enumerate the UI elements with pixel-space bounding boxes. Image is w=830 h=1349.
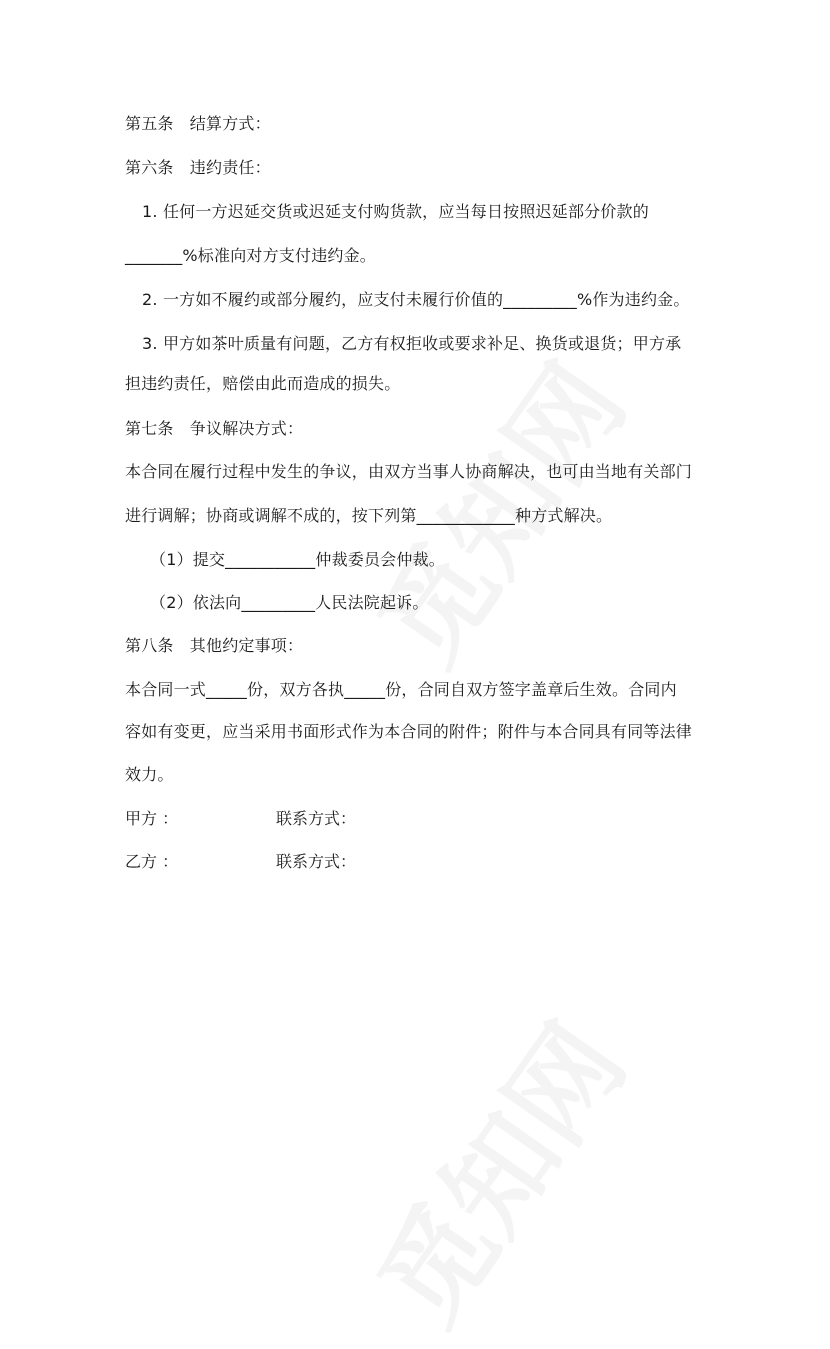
article-6-item-3-line-2: 担违约责任，赔偿由此而造成的损失。: [125, 374, 401, 393]
article-7-option-1: （1）提交___________仲裁委员会仲裁。: [150, 550, 445, 569]
article-6-item-1-line-2: _______%标准向对方支付违约金。: [125, 246, 377, 265]
article-6-heading: 第六条 违约责任：: [125, 158, 271, 177]
party-b-label: 乙方 ：: [125, 852, 179, 871]
party-a-contact-label: 联系方式：: [276, 809, 357, 828]
article-7-option-2: （2）依法向_________人民法院起诉。: [150, 593, 429, 612]
article-8-paragraph-line-1: 本合同一式_____份，双方各执_____份，合同自双方签字盖章后生效。合同内: [125, 680, 677, 699]
article-7-paragraph-line-1: 本合同在履行过程中发生的争议，由双方当事人协商解决，也可由当地有关部门: [125, 462, 693, 481]
watermark: [336, 989, 655, 1349]
article-7-paragraph-line-2: 进行调解；协商或调解不成的，按下列第____________种方式解决。: [125, 506, 613, 525]
party-a-label: 甲方 ：: [125, 809, 179, 828]
article-6-item-1-line-1: 1. 任何一方迟延交货或迟延支付购货款，应当每日按照迟延部分价款的: [142, 202, 649, 221]
article-8-paragraph-line-2: 容如有变更，应当采用书面形式作为本合同的附件；附件与本合同具有同等法律: [125, 722, 693, 741]
article-6-item-3-line-1: 3. 甲方如茶叶质量有问题，乙方有权拒收或要求补足、换货或退货；甲方承: [142, 334, 682, 353]
article-5-heading: 第五条 结算方式：: [125, 114, 271, 133]
article-7-heading: 第七条 争议解决方式：: [125, 419, 304, 438]
article-6-item-2: 2. 一方如不履约或部分履约，应支付未履行价值的_________%作为违约金。: [142, 290, 690, 309]
article-8-paragraph-line-3: 效力。: [125, 765, 174, 784]
party-b-contact-label: 联系方式：: [276, 852, 357, 871]
article-8-heading: 第八条 其他约定事项：: [125, 636, 304, 655]
